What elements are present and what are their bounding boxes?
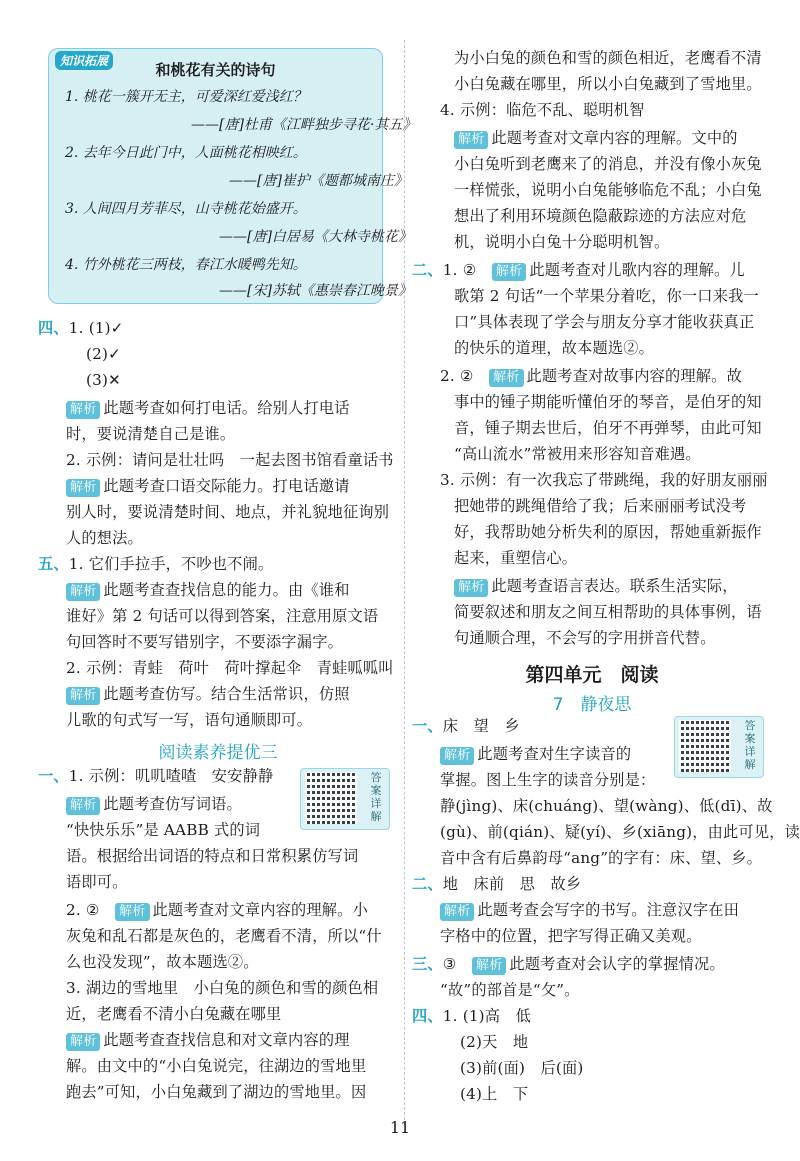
analysis-tag: 解析	[472, 957, 506, 975]
answer-line: 四、1. (1)✓	[38, 319, 124, 337]
analysis-line: 解析 此题考查如何打电话。给别人打电话	[66, 398, 350, 419]
answer-line: 3. 示例：有一次我忘了带跳绳，我的好朋友丽丽	[440, 471, 768, 489]
analysis-line: 别人时，要说清楚时间、地点，并礼貌地征询别	[66, 503, 390, 521]
analysis-tag: 解析	[66, 479, 100, 497]
analysis-line: 解析 此题考查对生字读音的	[440, 744, 631, 765]
analysis-tag: 解析	[454, 131, 488, 149]
analysis-line: 语即可。	[66, 873, 128, 891]
poem-source: ——[唐]崔护《题都城南庄》	[229, 173, 408, 189]
section-number: 五、	[38, 555, 69, 573]
qr-label: 答案详解	[744, 719, 756, 771]
answer-line: 二、1. ② 解析 此题考查对儿歌内容的理解。儿	[412, 261, 745, 279]
qr-code-answer[interactable]	[300, 768, 390, 830]
analysis-line: 解析 此题考查查找信息的能力。由《谁和	[66, 580, 350, 601]
answer-line: (4)上 下	[460, 1085, 529, 1103]
answer-line: 近，老鹰看不清小白兔藏在哪里	[66, 1005, 282, 1023]
analysis-line: 音中含有后鼻韵母“ang”的字有：床、望、乡。	[440, 849, 763, 867]
answer-line: 好，我帮助她分析失利的原因，帮她重新振作	[454, 523, 762, 541]
answer-line: 起来，重塑信心。	[454, 549, 578, 567]
answer-line: 四、1. (1)高 低	[412, 1007, 531, 1025]
analysis-line: 解析 此题考查仿写。结合生活常识，仿照	[66, 684, 350, 705]
section-number: 二、	[412, 261, 443, 279]
answer-line: 把她带的跳绳借给了我；后来丽丽考试没考	[454, 497, 747, 515]
analysis-line: 的快乐的道理，故本题选②。	[454, 339, 655, 357]
analysis-line: 么也没发现”，故本题选②。	[66, 953, 259, 971]
analysis-tag: 解析	[454, 579, 488, 597]
analysis-line: 机，说明小白兔十分聪明机智。	[454, 233, 670, 251]
analysis-tag: 解析	[66, 797, 100, 815]
analysis-line: 解析 此题考查口语交际能力。打电话邀请	[66, 476, 350, 497]
analysis-line: 音，锺子期去世后，伯牙不再弹琴，由此可知	[454, 419, 762, 437]
qr-code-answer[interactable]	[674, 716, 764, 778]
section-number: 四、	[412, 1007, 443, 1025]
analysis-line: 谁好》第 2 句话可以得到答案，注意用原文语	[66, 607, 379, 625]
column-divider	[404, 40, 405, 1125]
analysis-tag: 解析	[440, 747, 474, 765]
answer-line: 2. ② 解析 此题考查对文章内容的理解。小	[66, 901, 368, 919]
analysis-line: 口”具体表现了学会与朋友分享才能收获真正	[454, 313, 755, 331]
analysis-tag: 解析	[66, 1033, 100, 1051]
analysis-line: 解析 此题考查语言表达。联系生活实际，	[454, 576, 738, 597]
analysis-line: 一样慌张，说明小白兔能够临危不乱；小白兔	[454, 181, 762, 199]
analysis-line: 句通顺合理，不会写的字用拼音代替。	[454, 629, 716, 647]
analysis-line: 静(jìng)、床(chuáng)、望(wàng)、低(dī)、故	[440, 797, 773, 815]
analysis-line: (gù)、前(qián)、疑(yí)、乡(xiāng)，由此可见，读	[440, 823, 800, 841]
answer-line: 一、1. 示例：叽叽喳喳 安安静静	[38, 767, 274, 785]
analysis-line: 解析 此题考查仿写词语。	[66, 794, 242, 815]
poem-source: ——[唐]白居易《大林寺桃花》	[219, 229, 412, 245]
section-number: 四、	[38, 319, 69, 337]
answer-line: (2)✓	[86, 345, 122, 363]
answer-line: 3. 湖边的雪地里 小白兔的颜色和雪的颜色相	[66, 979, 379, 997]
section-number: 一、	[412, 717, 443, 735]
answer-line: (3)前(面) 后(面)	[460, 1059, 584, 1077]
analysis-line: 掌握。图上生字的读音分别是：	[440, 771, 656, 789]
analysis-line: “高山流水”常被用来形容知音难遇。	[454, 445, 701, 463]
analysis-tag: 解析	[492, 263, 526, 281]
qr-code-icon	[305, 772, 357, 824]
analysis-line: 解析 此题考查对文章内容的理解。文中的	[454, 128, 738, 149]
analysis-line: 字格中的位置，把字写得正确又美观。	[440, 927, 702, 945]
analysis-line: “快快乐乐”是 AABB 式的词	[66, 821, 261, 839]
analysis-line: 小白兔藏在哪里，所以小白兔藏到了雪地里。	[454, 75, 762, 93]
knowledge-extension-box	[48, 48, 417, 304]
analysis-tag: 解析	[115, 903, 149, 921]
analysis-line: 儿歌的句式写一写，语句通顺即可。	[66, 711, 313, 729]
answer-line: 2. 示例：请问是壮壮吗 一起去图书馆看童话书	[66, 451, 394, 469]
poem-source: ——[宋]苏轼《惠崇春江晚景》	[219, 283, 412, 299]
analysis-line: 解。由文中的“小白兔说完，往湖边的雪地里	[66, 1057, 367, 1075]
poem-source: ——[唐]杜甫《江畔独步寻花·其五》	[191, 117, 417, 133]
analysis-line: 歌第 2 句话“一个苹果分着吃，你一口来我一	[454, 287, 759, 305]
analysis-tag: 解析	[440, 903, 474, 921]
lesson-title: 7 静夜思	[552, 695, 632, 715]
box-title: 和桃花有关的诗句	[155, 61, 276, 79]
analysis-line: 人的想法。	[66, 529, 143, 547]
answer-line: 一、床 望 乡	[412, 717, 520, 735]
analysis-line: 解析 此题考查查找信息和对文章内容的理	[66, 1030, 350, 1051]
answer-line: 二、地 床前 思 故乡	[412, 875, 582, 893]
analysis-tag: 解析	[66, 401, 100, 419]
analysis-line: 语。根据给出词语的特点和日常积累仿写词	[66, 847, 359, 865]
analysis-tag: 解析	[66, 583, 100, 601]
analysis-line: “故”的部首是“攵”。	[440, 981, 580, 999]
answer-line: 4. 示例：临危不乱、聪明机智	[440, 101, 645, 119]
poem-line: 2. 去年今日此门中，人面桃花相映红。	[65, 145, 307, 161]
analysis-line: 解析 此题考查会写字的书写。注意汉字在田	[440, 900, 739, 921]
section-subheading: 阅读素养提优三	[158, 743, 278, 763]
answer-line: (3)✕	[86, 371, 122, 389]
section-number: 一、	[38, 767, 69, 785]
poem-line: 4. 竹外桃花三两枝，春江水暖鸭先知。	[65, 257, 307, 273]
analysis-line: 句回答时不要写错别字，不要添字漏字。	[66, 633, 343, 651]
analysis-tag: 解析	[66, 687, 100, 705]
knowledge-badge: 知识拓展	[55, 51, 113, 70]
analysis-tag: 解析	[489, 369, 523, 387]
analysis-line: 小白兔听到老鹰来了的消息，并没有像小灰兔	[454, 155, 762, 173]
analysis-line: 灰兔和乱石都是灰色的，老鹰看不清，所以“什	[66, 927, 382, 945]
answer-line: 五、1. 它们手拉手，不吵也不闹。	[38, 555, 274, 573]
qr-code-icon	[679, 720, 731, 772]
poem-line: 1. 桃花一簇开无主，可爱深红爱浅红？	[65, 89, 307, 105]
answer-line: 三、③ 解析 此题考查对会认字的掌握情况。	[412, 955, 725, 973]
answer-line: 2. ② 解析 此题考查对故事内容的理解。故	[440, 367, 742, 385]
unit-heading: 第四单元 阅读	[525, 664, 659, 686]
poem-line: 3. 人间四月芳菲尽，山寺桃花始盛开。	[65, 201, 307, 217]
analysis-line: 跑去”可知，小白兔藏到了湖边的雪地里。因	[66, 1083, 367, 1101]
analysis-line: 简要叙述和朋友之间互相帮助的具体事例，语	[454, 603, 762, 621]
page-number: 11	[389, 1118, 411, 1137]
analysis-line: 为小白兔的颜色和雪的颜色相近，老鹰看不清	[454, 49, 762, 67]
analysis-line: 事中的锺子期能听懂伯牙的琴音，是伯牙的知	[454, 393, 762, 411]
section-number: 二、	[412, 875, 443, 893]
qr-label: 答案详解	[370, 771, 382, 823]
analysis-line: 想出了利用环境颜色隐蔽踪迹的方法应对危	[454, 207, 747, 225]
section-number: 三、	[412, 955, 443, 973]
answer-line: (2)天 地	[460, 1033, 529, 1051]
analysis-line: 时，要说清楚自己是谁。	[66, 425, 236, 443]
answer-line: 2. 示例：青蛙 荷叶 荷叶撑起伞 青蛙呱呱叫	[66, 659, 394, 677]
